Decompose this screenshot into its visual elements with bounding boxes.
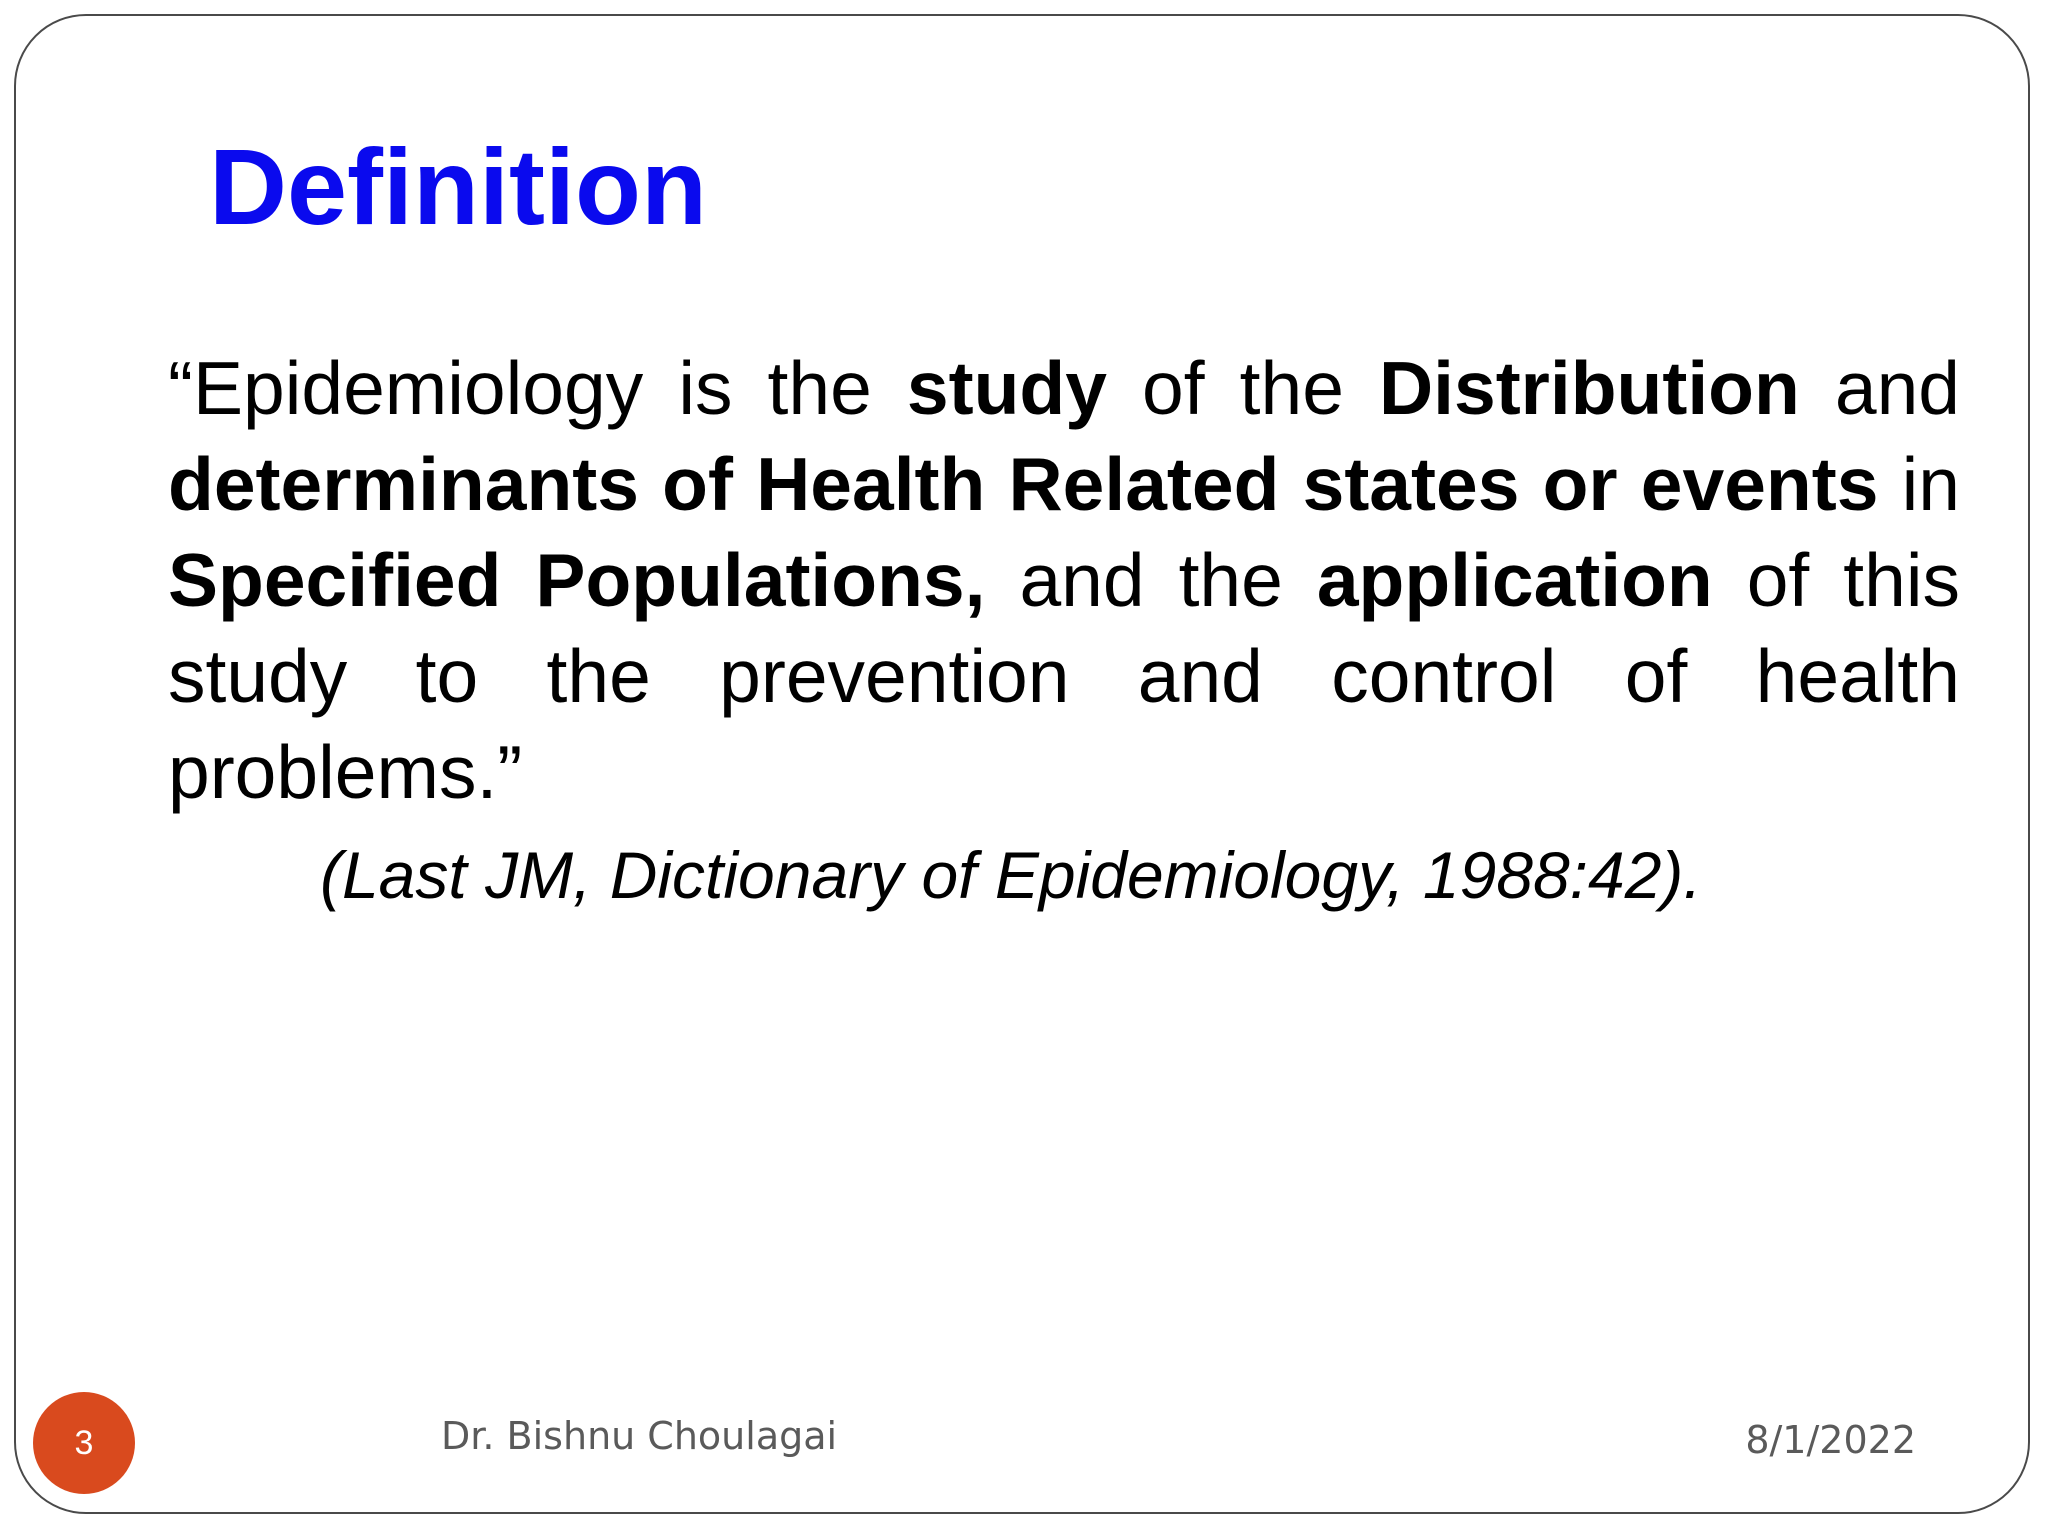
footer-author: Dr. Bishnu Choulagai: [441, 1414, 838, 1458]
definition-bold-segment: determinants of Health Related states or events: [168, 442, 1879, 526]
definition-bold-segment: Distribution: [1379, 346, 1800, 430]
page-number-badge: [33, 1392, 135, 1494]
footer-date: 8/1/2022: [1745, 1418, 1916, 1462]
citation: (Last JM, Dictionary of Epidemiology, 1988:42).: [320, 838, 1702, 912]
definition-segment: of the: [1106, 346, 1379, 430]
slide-title: Definition: [209, 126, 707, 247]
definition-bold-segment: application: [1316, 538, 1713, 622]
definition-bold-segment: Specified Populations,: [168, 538, 986, 622]
definition-segment: and the: [985, 538, 1317, 622]
page-number: 3: [74, 1423, 94, 1462]
definition-segment: and: [1799, 346, 1960, 430]
definition-segment: in: [1878, 442, 1960, 526]
definition-text: [168, 340, 1960, 820]
definition-segment: “Epidemiology is the: [168, 346, 907, 430]
definition-bold-segment: study: [906, 346, 1107, 430]
definition-segment: of this study to the prevention and control of health problems.”: [168, 538, 1960, 814]
